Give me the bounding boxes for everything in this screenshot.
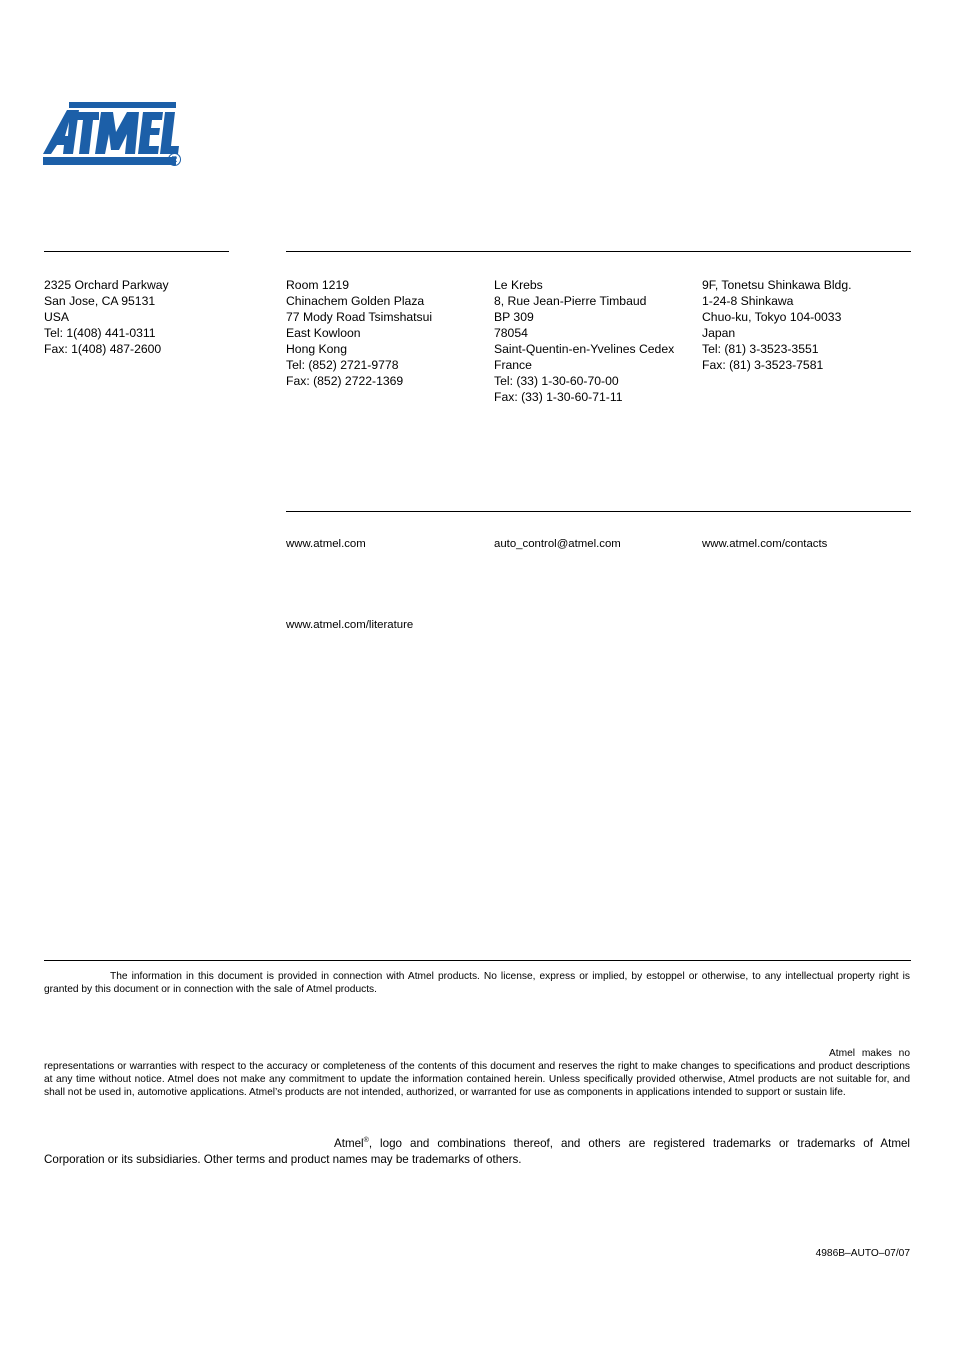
trademark-notice: [44, 1133, 910, 1168]
literature-link[interactable]: www.atmel.com/literature: [286, 619, 414, 631]
fax-line: Fax: (852) 2722-1369: [286, 374, 404, 388]
address-line: 78054: [494, 326, 528, 340]
address-line: Room 1219: [286, 278, 350, 292]
address-line: France: [494, 358, 532, 372]
divider-offices: [286, 251, 911, 252]
fax-line: Fax: 1(408) 487-2600: [44, 342, 162, 356]
disclaimer-paragraph-1: [44, 970, 910, 996]
disclaimer-text: The information in this document is provided in connection with Atmel products. No license, express or implied, by estoppel or otherwise, to any intellectual property right is granted by this document or in connection with the sale of Atmel products.: [44, 971, 910, 995]
registered-symbol: ®: [363, 1137, 369, 1144]
divider-disclaimer: [44, 960, 911, 961]
phone-line: Tel: (33) 1-30-60-70-00: [494, 374, 619, 388]
disclaimer-paragraph-2: [44, 1047, 910, 1099]
address-line: Hong Kong: [286, 342, 347, 356]
office-europe-address: [494, 277, 674, 405]
address-line: Saint-Quentin-en-Yvelines Cedex: [494, 342, 675, 356]
trademark-text: , logo and combinations thereof, and others are registered trademarks or trademarks of Atmel Corporation or its subsidiaries. Other terms and product names may be trademarks of others.: [44, 1136, 910, 1166]
address-line: Chuo-ku, Tokyo 104-0033: [702, 310, 842, 324]
fax-line: Fax: (81) 3-3523-7581: [702, 358, 824, 372]
website-link[interactable]: www.atmel.com: [286, 538, 366, 550]
headquarters-address: [44, 277, 169, 357]
office-japan-address: [702, 277, 852, 373]
address-line: Chinachem Golden Plaza: [286, 294, 425, 308]
address-line: Le Krebs: [494, 278, 543, 292]
address-line: USA: [44, 310, 70, 324]
address-line: 9F, Tonetsu Shinkawa Bldg.: [702, 278, 852, 292]
contacts-link[interactable]: www.atmel.com/contacts: [702, 538, 828, 550]
registered-mark: R: [168, 153, 181, 166]
address-line: 8, Rue Jean-Pierre Timbaud: [494, 294, 647, 308]
trademark-brand: Atmel: [334, 1136, 364, 1150]
email-link[interactable]: auto_control@atmel.com: [494, 538, 621, 550]
address-line: 1-24-8 Shinkawa: [702, 294, 794, 308]
phone-line: Tel: (81) 3-3523-3551: [702, 342, 819, 356]
address-line: San Jose, CA 95131: [44, 294, 156, 308]
divider-hq: [44, 251, 229, 252]
disclaimer-text: representations or warranties with respect to the accuracy or completeness of the contents of this document and reserves the right to make changes to specifications and product descriptions at any time without notice. Atmel does not make any commitment to update the information contained herein. Unless specifically provided otherwise, Atmel products are not suitable for, and shall not be used in, automotive applications. Atmel’s products are not intended, authorized, or warranted for use as components in applications intended to support or sustain life.: [44, 1061, 910, 1098]
address-line: 2325 Orchard Parkway: [44, 278, 169, 292]
phone-line: Tel: 1(408) 441-0311: [44, 326, 156, 340]
address-line: East Kowloon: [286, 326, 361, 340]
divider-web: [286, 511, 911, 512]
atmel-logo: [43, 102, 183, 168]
fax-line: Fax: (33) 1-30-60-71-11: [494, 390, 623, 404]
phone-line: Tel: (852) 2721-9778: [286, 358, 399, 372]
office-asia-address: [286, 277, 432, 389]
disclaimer-lead: Atmel makes no: [828, 1048, 910, 1059]
address-line: BP 309: [494, 310, 534, 324]
document-code: 4986B–AUTO–07/07: [815, 1248, 910, 1259]
address-line: 77 Mody Road Tsimshatsui: [286, 310, 433, 324]
address-line: Japan: [702, 326, 736, 340]
